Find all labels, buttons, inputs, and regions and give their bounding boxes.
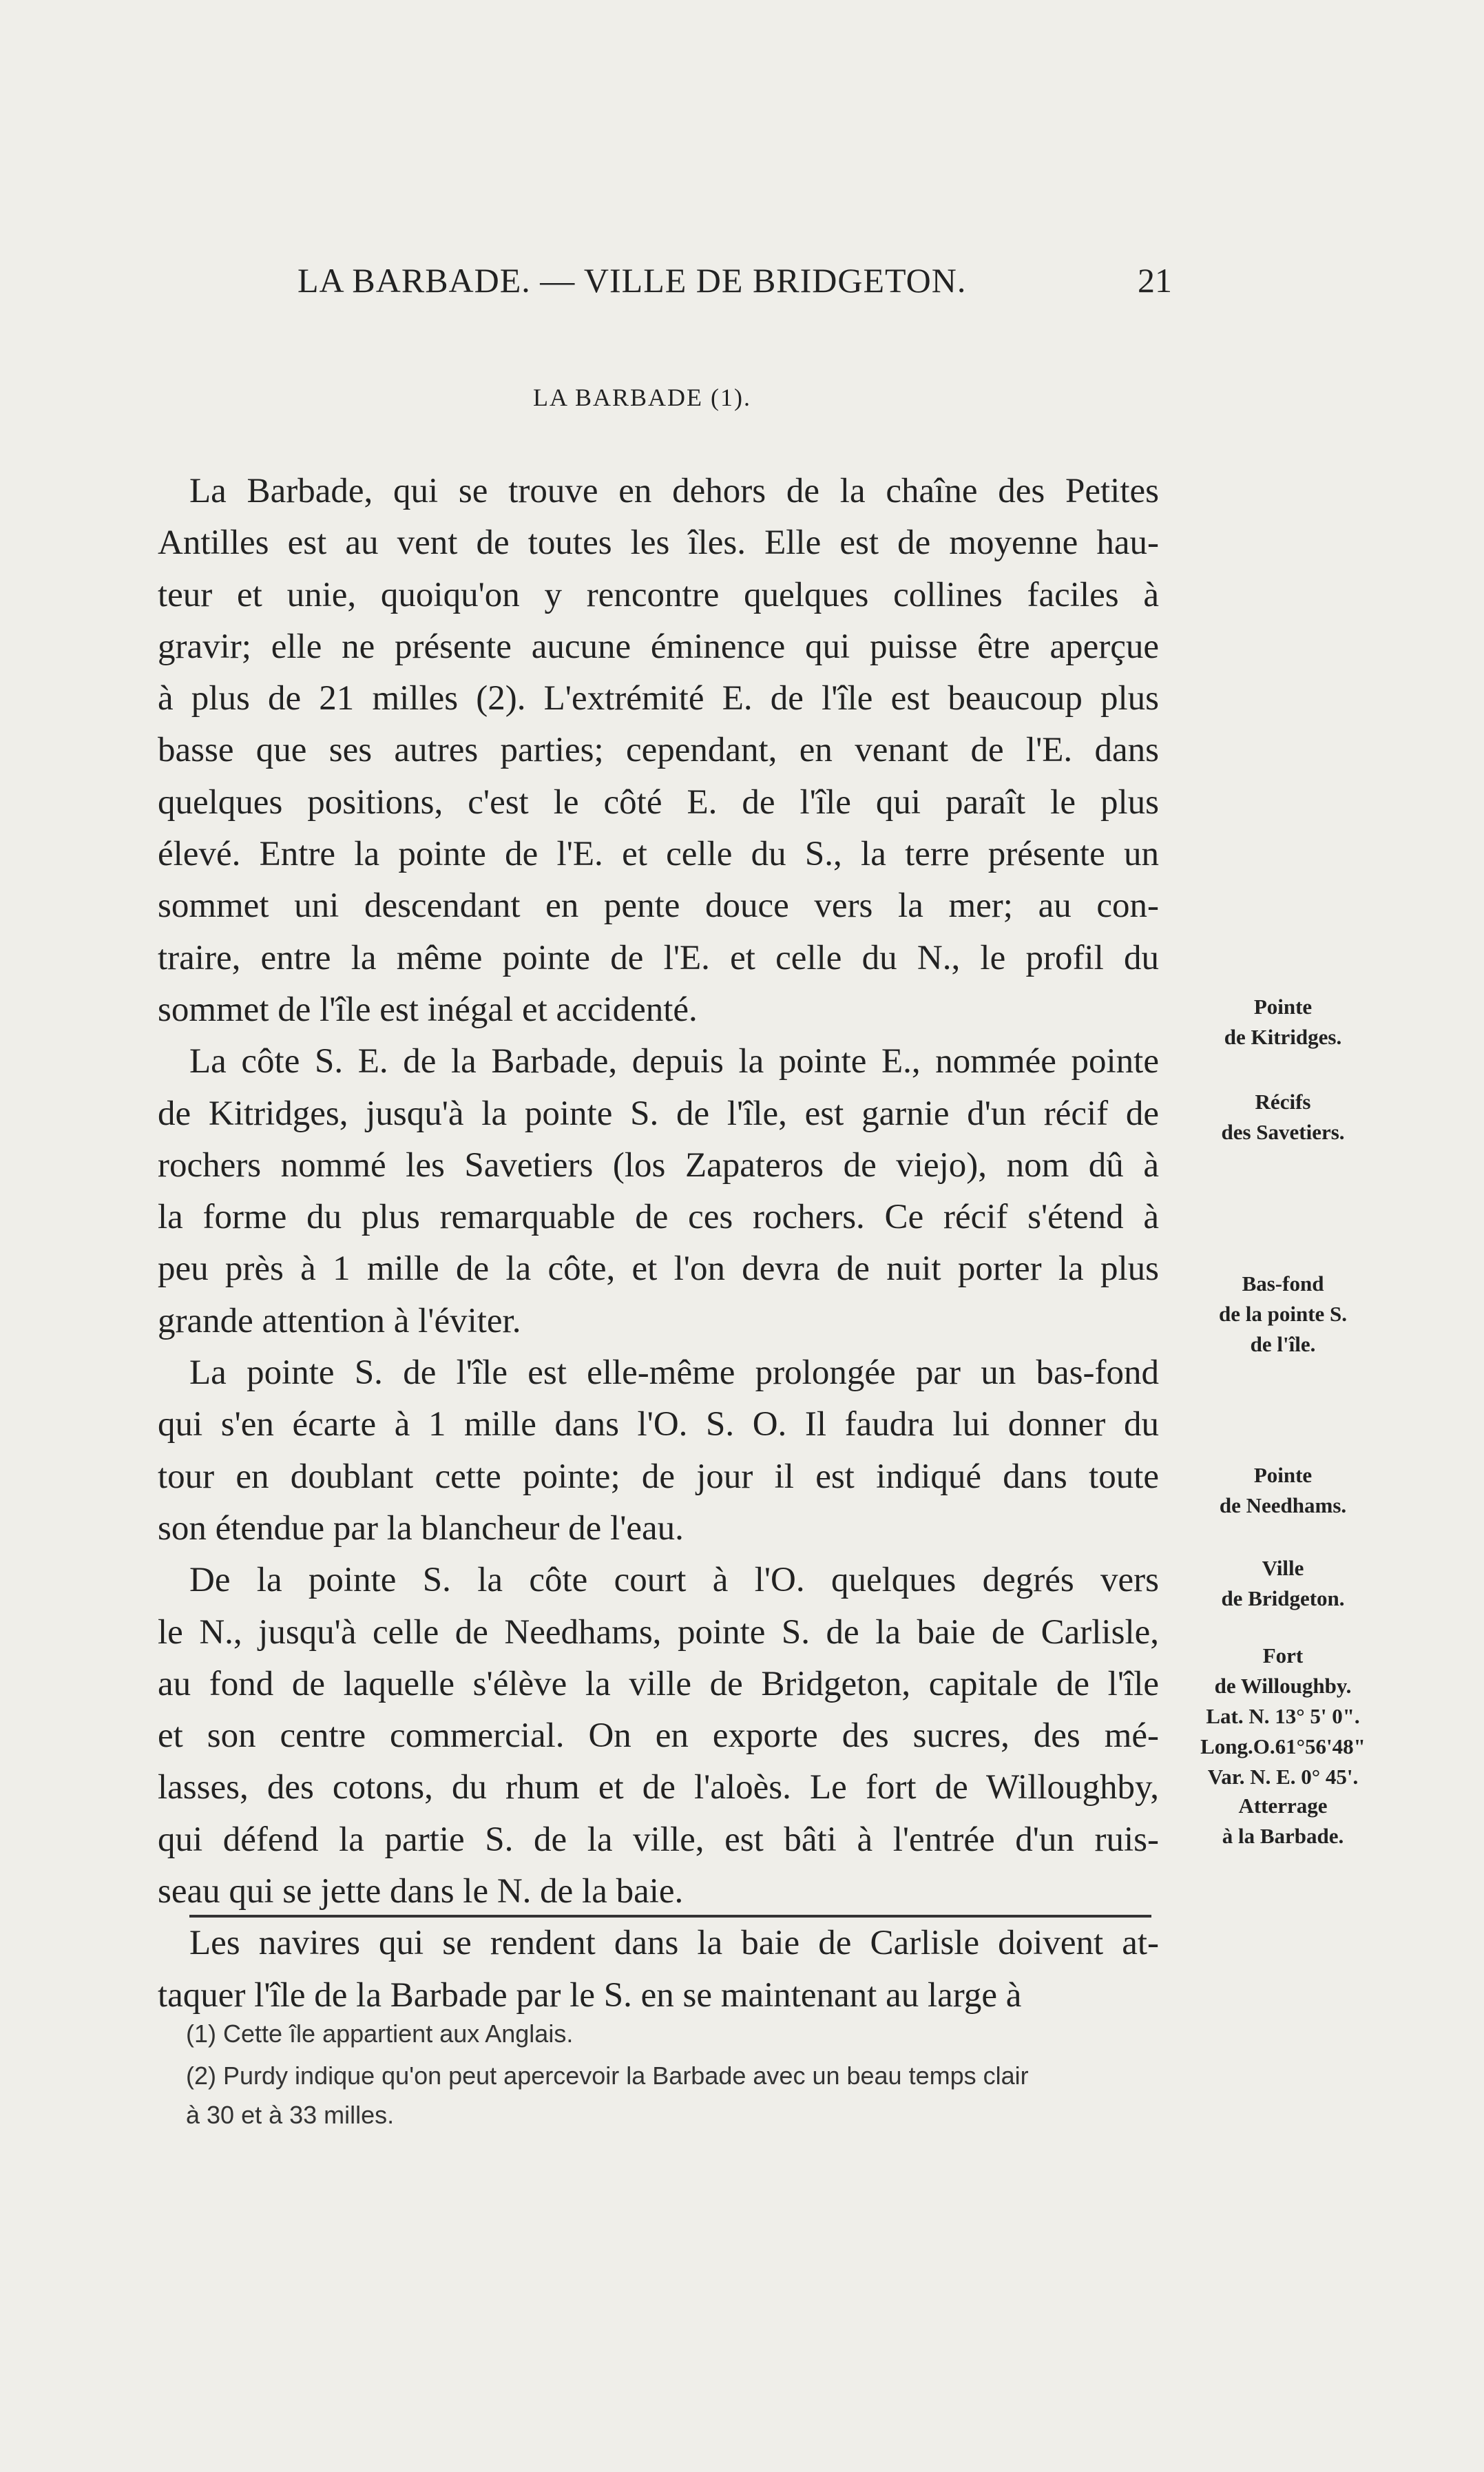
text-line: le N., jusqu'à celle de Needhams, pointe S. de la baie de Carlisle, [158,1612,1159,1652]
margin-note-line: Long.O.61°56'48" [1200,1734,1366,1758]
text-line: teur et unie, quoiqu'on y rencontre quelques collines faciles à [158,575,1159,614]
text-line: au fond de laquelle s'élève la ville de Bridgeton, capitale de l'île [158,1664,1159,1703]
running-title: LA BARBADE. — VILLE DE BRIDGETON. [297,261,967,300]
margin-note-line: Pointe [1253,995,1313,1019]
margin-note-line: Bas-fond [1242,1271,1324,1296]
body-text [158,466,1159,2022]
margin-note [1190,1087,1376,1147]
text-line: grande attention à l'éviter. [158,1301,521,1340]
text-line: Antilles est au vent de toutes les îles. Elle est de moyenne hau- [158,523,1159,563]
text-line: tour en doublant cette pointe; de jour il est indiqué dans toute [158,1457,1159,1496]
margin-note-line: de Willoughby. [1214,1674,1352,1698]
text-line: rochers nommé les Savetiers (los Zapateros de viejo), nom dû à [158,1145,1159,1185]
text-line: qui défend la partie S. de la ville, est bâti à l'entrée d'un ruis- [158,1820,1159,1859]
margin-note [1190,1641,1376,1792]
margin-note [1190,1269,1376,1360]
text-line: quelques positions, c'est le côté E. de l'île qui paraît le plus [158,782,1159,822]
footnote [186,2056,1029,2135]
footnote-rule [189,1915,1151,1918]
text-line: lasses, des cotons, du rhum et de l'aloès. Le fort de Willoughby, [158,1768,1159,1807]
margin-note-line: Récifs [1255,1090,1311,1114]
text-line: seau qui se jette dans le N. de la baie. [158,1872,684,1911]
margin-note-line: Atterrage [1238,1794,1328,1818]
margin-note-line: de Kitridges. [1224,1025,1342,1049]
text-line: La côte S. E. de la Barbade, depuis la pointe E., nommée pointe [189,1042,1159,1081]
margin-note [1190,1460,1376,1521]
page-number: 21 [1138,261,1172,300]
margin-note-line: à la Barbade. [1222,1824,1344,1848]
text-line: taquer l'île de la Barbade par le S. en se maintenant au large à [158,1975,1022,2015]
footnote-line: à 30 et à 33 milles. [186,2101,395,2129]
text-line: élevé. Entre la pointe de l'E. et celle du S., la terre présente un [158,835,1159,874]
text-line: à plus de 21 milles (2). L'extrémité E. de l'île est beaucoup plus [158,679,1159,718]
text-line: sommet uni descendant en pente douce vers la mer; au con- [158,886,1159,926]
text-line: son étendue par la blancheur de l'eau. [158,1508,684,1548]
margin-note-line: de Bridgeton. [1221,1586,1345,1610]
text-line: La Barbade, qui se trouve en dehors de la chaîne des Petites [189,472,1159,510]
text-line: Les navires qui se rendent dans la baie de Carlisle doivent at- [189,1924,1159,1963]
footnote-line: (1) Cette île appartient aux Anglais. [186,2019,574,2048]
text-line: de Kitridges, jusqu'à la pointe S. de l'île, est garnie d'un récif de [158,1094,1159,1133]
text-line: basse que ses autres parties; cependant, en venant de l'E. dans [158,731,1159,770]
margin-note-line: Lat. N. 13° 5' 0". [1206,1704,1360,1728]
text-line: peu près à 1 mille de la côte, et l'on devra de nuit porter la plus [158,1249,1159,1289]
margin-note-line: Pointe [1253,1463,1313,1487]
margin-note-line: de la pointe S. [1218,1302,1348,1326]
text-line: De la pointe S. la côte court à l'O. quelques degrés vers [189,1561,1159,1600]
footnote [186,2014,573,2053]
text-line: La pointe S. de l'île est elle-même prolongée par un bas-fond [189,1353,1159,1393]
text-line: gravir; elle ne présente aucune éminence qui puisse être aperçue [158,627,1159,666]
margin-note [1190,992,1376,1052]
text-line: la forme du plus remarquable de ces rochers. Ce récif s'étend à [158,1198,1159,1237]
margin-note-line: de l'île. [1250,1332,1316,1356]
margin-note-line: Fort [1262,1643,1304,1668]
margin-note-line: Ville [1262,1556,1304,1580]
text-line: sommet de l'île est inégal et accidenté. [158,990,698,1029]
margin-note-line: de Needhams. [1219,1493,1347,1517]
margin-note-line: des Savetiers. [1221,1120,1345,1144]
margin-note [1190,1791,1376,1851]
text-line: et son centre commercial. On en exporte des sucres, des mé- [158,1716,1159,1756]
text-line: qui s'en écarte à 1 mille dans l'O. S. O. Il faudra lui donner du [158,1405,1159,1444]
footnote-line: (2) Purdy indique qu'on peut apercevoir la Barbade avec un beau temps clair [186,2061,1029,2090]
margin-note-line: Var. N. E. 0° 45'. [1207,1765,1359,1789]
margin-note [1190,1553,1376,1614]
section-title: LA BARBADE (1). [533,384,751,411]
text-line: traire, entre la même pointe de l'E. et celle du N., le profil du [158,938,1159,977]
